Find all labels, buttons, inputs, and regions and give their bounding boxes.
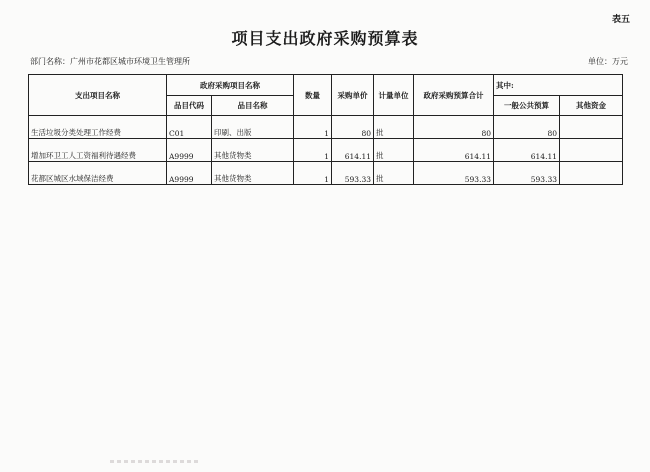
cell-item-code: A9999 bbox=[167, 162, 212, 185]
cell-total: 593.33 bbox=[414, 162, 494, 185]
table-row bbox=[29, 139, 623, 162]
header-project-name: 支出项目名称 bbox=[29, 75, 167, 116]
cell-unit-price: 614.11 bbox=[332, 139, 374, 162]
scan-artifact bbox=[110, 460, 200, 463]
header-other-funds: 其他资金 bbox=[560, 96, 623, 116]
cell-general-budget: 593.33 bbox=[494, 162, 560, 185]
header-measure-unit: 计量单位 bbox=[374, 75, 414, 116]
cell-other-funds bbox=[560, 139, 623, 162]
cell-item-code: C01 bbox=[167, 116, 212, 139]
cell-other-funds bbox=[560, 162, 623, 185]
cell-quantity: 1 bbox=[294, 116, 332, 139]
header-general-budget: 一般公共预算 bbox=[494, 96, 560, 116]
cell-item-name: 印刷、出版 bbox=[212, 116, 294, 139]
cell-measure-unit: 批 bbox=[374, 116, 414, 139]
cell-total: 614.11 bbox=[414, 139, 494, 162]
cell-item-name: 其他货物类 bbox=[212, 139, 294, 162]
header-item-code: 品目代码 bbox=[167, 96, 212, 116]
cell-project-name: 生活垃圾分类处理工作经费 bbox=[29, 116, 167, 139]
cell-project-name: 花都区城区水域保洁经费 bbox=[29, 162, 167, 185]
department-name: 部门名称：广州市花都区城市环境卫生管理所 bbox=[30, 57, 190, 66]
header-item-name: 品目名称 bbox=[212, 96, 294, 116]
cell-project-name: 增加环卫工人工资福利待遇经费 bbox=[29, 139, 167, 162]
cell-total: 80 bbox=[414, 116, 494, 139]
header-of-which: 其中: bbox=[494, 75, 623, 96]
cell-measure-unit: 批 bbox=[374, 162, 414, 185]
cell-other-funds bbox=[560, 116, 623, 139]
cell-quantity: 1 bbox=[294, 139, 332, 162]
header-unit-price: 采购单价 bbox=[332, 75, 374, 116]
header-total: 政府采购预算合计 bbox=[414, 75, 494, 116]
table-row bbox=[29, 162, 623, 185]
unit-label: 单位：万元 bbox=[588, 57, 628, 66]
procurement-budget-table bbox=[28, 74, 623, 185]
table-row bbox=[29, 116, 623, 139]
cell-general-budget: 614.11 bbox=[494, 139, 560, 162]
cell-item-name: 其他货物类 bbox=[212, 162, 294, 185]
header-quantity: 数量 bbox=[294, 75, 332, 116]
cell-quantity: 1 bbox=[294, 162, 332, 185]
table-number-tag: 表五 bbox=[611, 15, 630, 25]
cell-item-code: A9999 bbox=[167, 139, 212, 162]
cell-measure-unit: 批 bbox=[374, 139, 414, 162]
cell-unit-price: 80 bbox=[332, 116, 374, 139]
header-procurement-item: 政府采购项目名称 bbox=[167, 75, 294, 96]
cell-unit-price: 593.33 bbox=[332, 162, 374, 185]
cell-general-budget: 80 bbox=[494, 116, 560, 139]
document-title: 项目支出政府采购预算表 bbox=[231, 29, 419, 48]
